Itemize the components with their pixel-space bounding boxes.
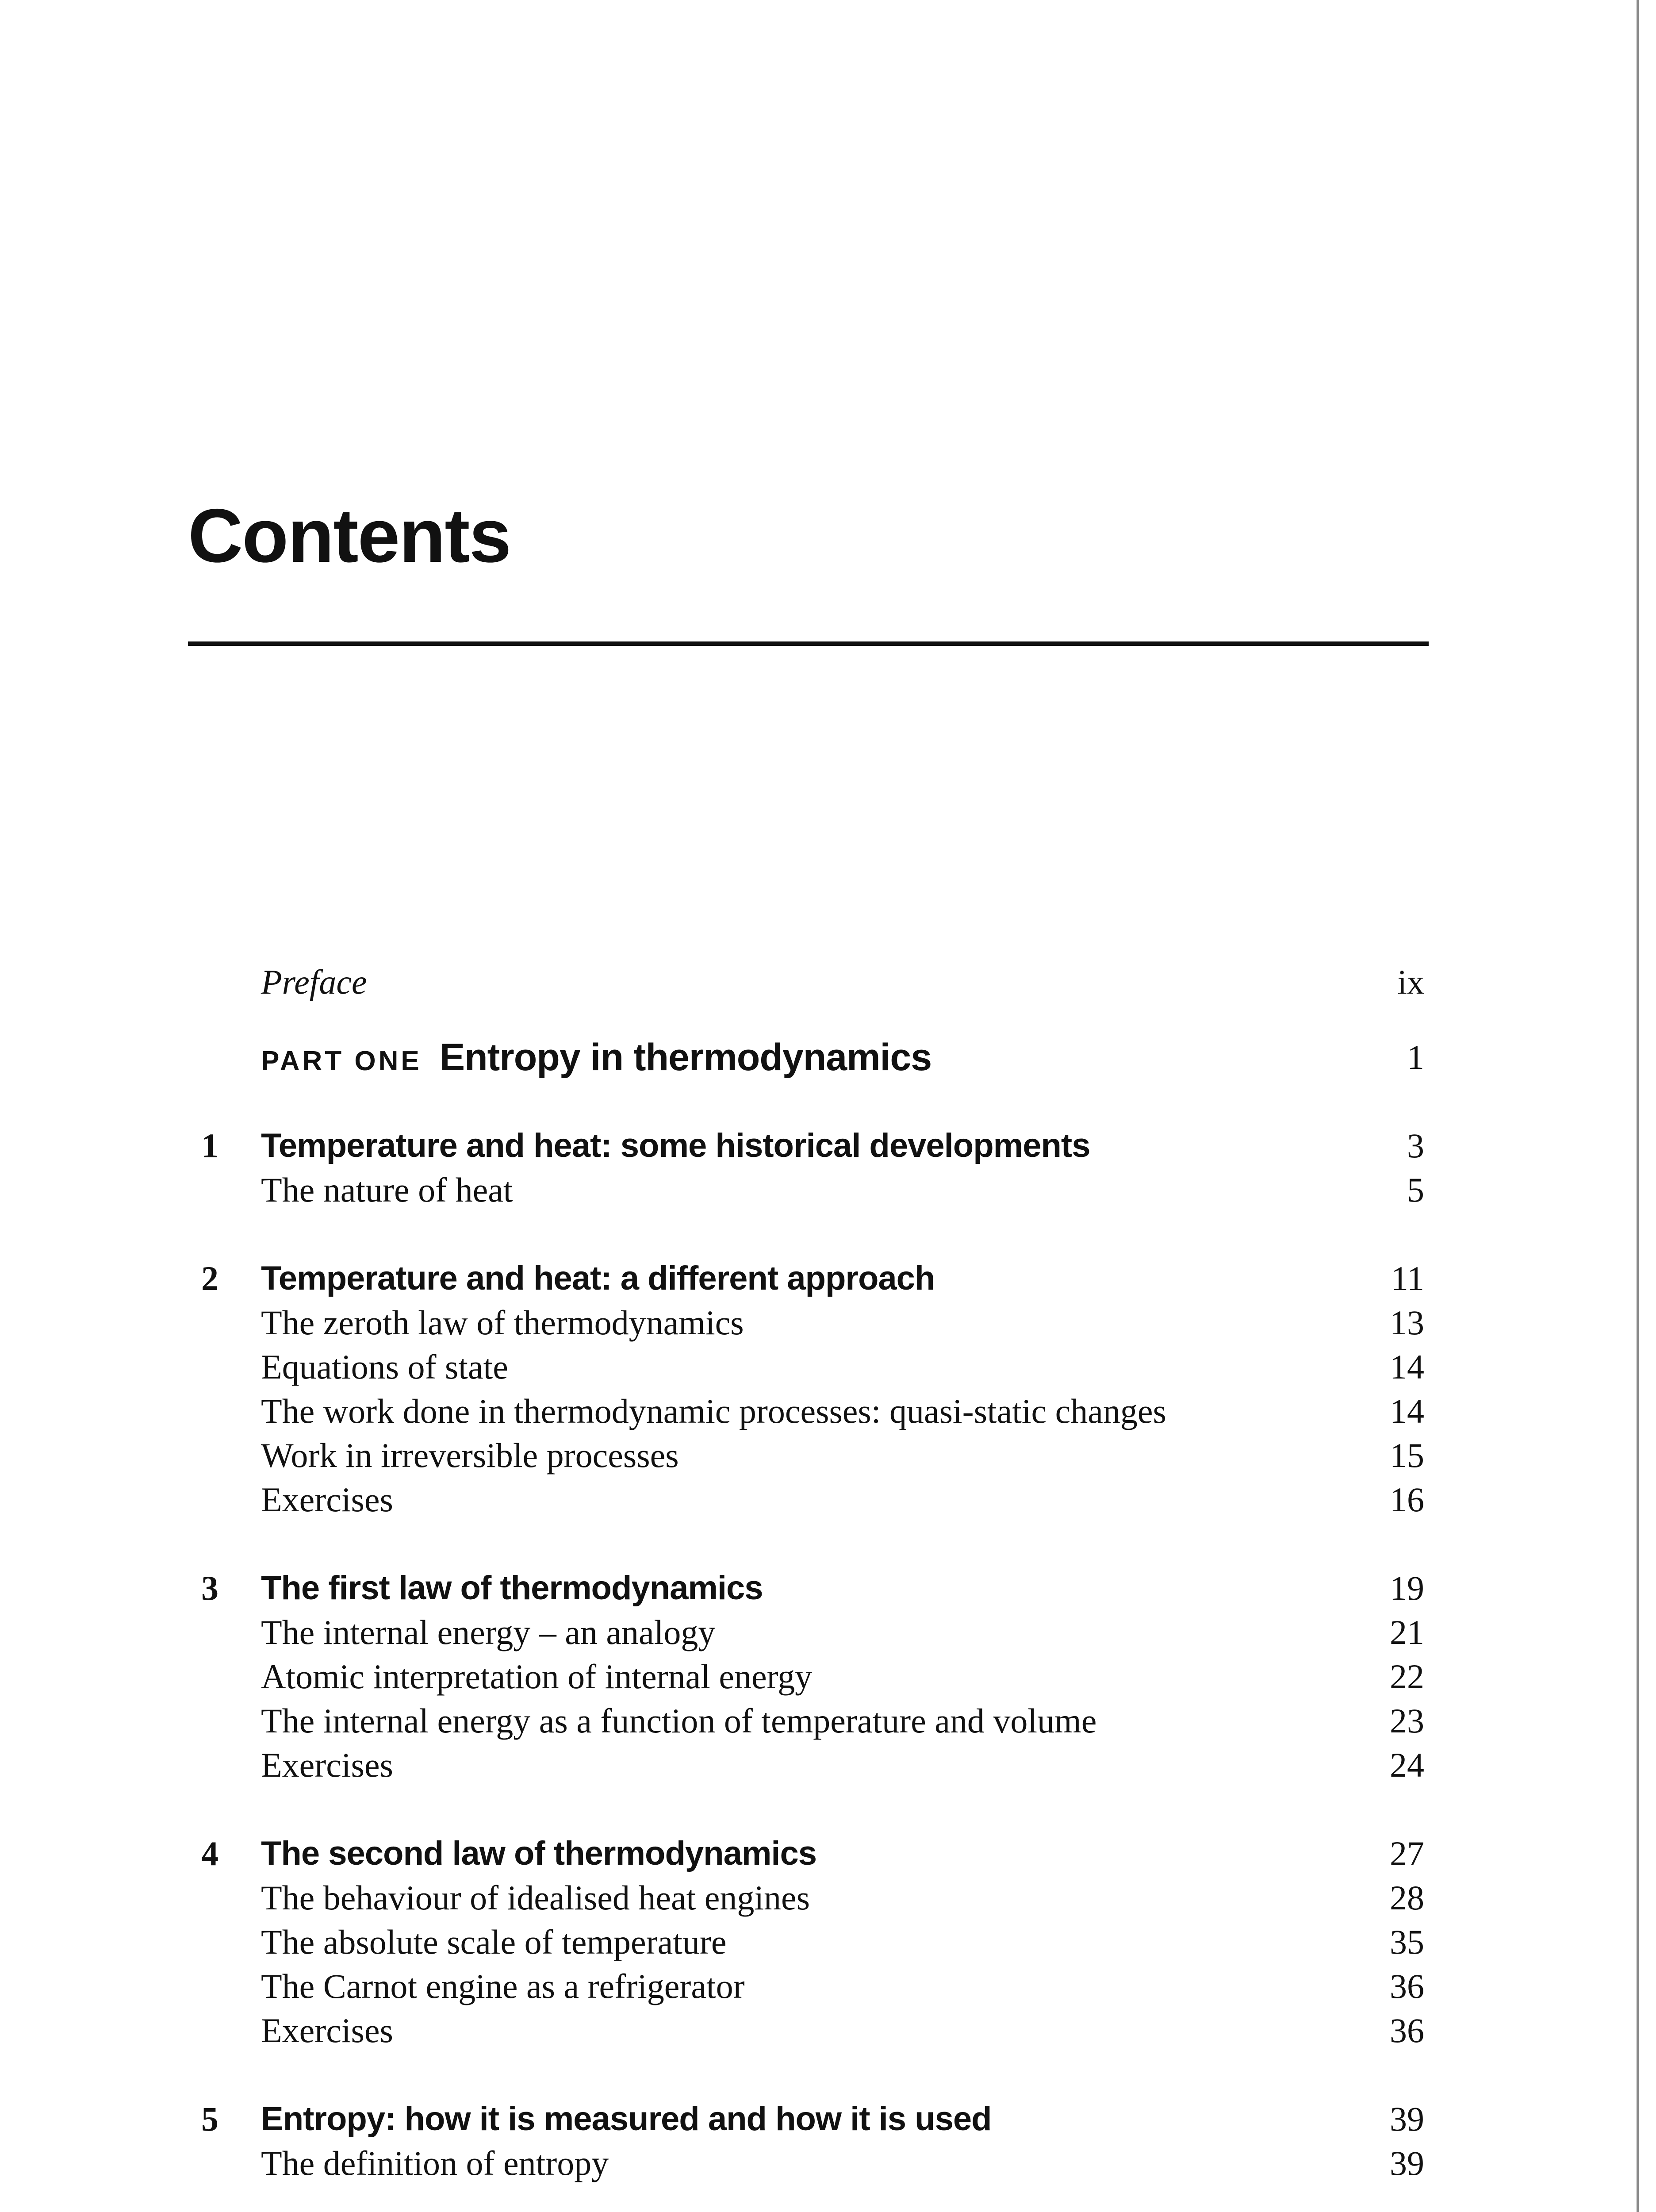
section-title: The Carnot engine as a refrigerator bbox=[261, 1967, 745, 2005]
toc-section[interactable] bbox=[0, 1301, 1656, 1345]
chapter-title: Temperature and heat: some historical developments bbox=[261, 1127, 1090, 1164]
section-page: 13 bbox=[1390, 1303, 1424, 1342]
section-title: The internal energy as a function of temperature and volume bbox=[261, 1701, 1097, 1740]
section-title: The zeroth law of thermodynamics bbox=[261, 1303, 744, 1342]
toc-section[interactable] bbox=[0, 1345, 1656, 1389]
chapter-page: 27 bbox=[1390, 1834, 1424, 1873]
section-page: 5 bbox=[1407, 1171, 1424, 1209]
toc-preface[interactable] bbox=[0, 960, 1656, 1004]
toc-section[interactable] bbox=[0, 1876, 1656, 1920]
section-title: Atomic interpretation of internal energy bbox=[261, 1657, 813, 1696]
toc-chapter-4[interactable] bbox=[0, 1832, 1656, 1876]
toc-preface-label: Preface bbox=[261, 963, 367, 1001]
chapter-page: 3 bbox=[1407, 1126, 1424, 1165]
toc-chapter-5[interactable] bbox=[0, 2097, 1656, 2141]
section-title: Exercises bbox=[261, 2011, 393, 2050]
section-title: Exercises bbox=[261, 1480, 393, 1519]
section-title: The definition of entropy bbox=[261, 2144, 609, 2182]
section-page: 22 bbox=[1390, 1657, 1424, 1696]
section-page: 23 bbox=[1390, 1701, 1424, 1740]
toc-part-label: PART ONE bbox=[261, 1046, 422, 1076]
section-title: The work done in thermodynamic processes: quasi-static changes bbox=[261, 1392, 1166, 1430]
chapter-page: 39 bbox=[1390, 2100, 1424, 2138]
chapter-title: The first law of thermodynamics bbox=[261, 1569, 763, 1607]
toc-chapter-1[interactable] bbox=[0, 1124, 1656, 1168]
section-title: Exercises bbox=[261, 1746, 393, 1784]
section-page: 15 bbox=[1390, 1436, 1424, 1475]
toc-section[interactable] bbox=[0, 1168, 1656, 1212]
chapter-number: 5 bbox=[201, 2100, 218, 2138]
toc-section[interactable] bbox=[0, 1478, 1656, 1522]
chapter-number: 1 bbox=[201, 1126, 218, 1165]
section-page: 14 bbox=[1390, 1348, 1424, 1386]
section-page: 14 bbox=[1390, 1392, 1424, 1430]
chapter-page: 11 bbox=[1391, 1259, 1424, 1298]
toc-preface-page: ix bbox=[1397, 963, 1424, 1001]
section-title: Work in irreversible processes bbox=[261, 1436, 679, 1475]
toc-chapter-2[interactable] bbox=[0, 1256, 1656, 1301]
toc-section[interactable] bbox=[0, 1655, 1656, 1699]
section-title: The behaviour of idealised heat engines bbox=[261, 1878, 810, 1917]
toc-section[interactable] bbox=[0, 1920, 1656, 1964]
toc-chapter-3[interactable] bbox=[0, 1566, 1656, 1610]
chapter-number: 4 bbox=[201, 1834, 218, 1873]
page-title: Contents bbox=[188, 493, 511, 578]
section-page: 36 bbox=[1390, 2011, 1424, 2050]
toc-part-page: 1 bbox=[1407, 1038, 1424, 1076]
toc-section[interactable] bbox=[0, 2141, 1656, 2185]
chapter-title: Entropy: how it is measured and how it is used bbox=[261, 2100, 992, 2138]
chapter-number: 3 bbox=[201, 1569, 218, 1607]
section-page: 24 bbox=[1390, 1746, 1424, 1784]
toc-section[interactable] bbox=[0, 1433, 1656, 1478]
section-page: 28 bbox=[1390, 1878, 1424, 1917]
section-title: The internal energy – an analogy bbox=[261, 1613, 716, 1651]
chapter-number: 2 bbox=[201, 1259, 218, 1298]
section-title: The absolute scale of temperature bbox=[261, 1923, 727, 1961]
section-page: 35 bbox=[1390, 1923, 1424, 1961]
toc-part-title: Entropy in thermodynamics bbox=[439, 1036, 932, 1079]
section-page: 21 bbox=[1390, 1613, 1424, 1651]
toc-section[interactable] bbox=[0, 1964, 1656, 2008]
chapter-title: Temperature and heat: a different approach bbox=[261, 1260, 935, 1297]
section-page: 39 bbox=[1390, 2144, 1424, 2182]
toc-section[interactable] bbox=[0, 1743, 1656, 1787]
toc-section[interactable] bbox=[0, 1610, 1656, 1655]
toc-section[interactable] bbox=[0, 1699, 1656, 1743]
toc-part-one[interactable] bbox=[0, 1035, 1656, 1079]
section-title: Equations of state bbox=[261, 1348, 508, 1386]
chapter-page: 19 bbox=[1390, 1569, 1424, 1607]
section-page: 36 bbox=[1390, 1967, 1424, 2005]
section-title: The nature of heat bbox=[261, 1171, 513, 1209]
toc-section[interactable] bbox=[0, 1389, 1656, 1433]
toc-section[interactable] bbox=[0, 2008, 1656, 2053]
chapter-title: The second law of thermodynamics bbox=[261, 1835, 817, 1872]
section-page: 16 bbox=[1390, 1480, 1424, 1519]
